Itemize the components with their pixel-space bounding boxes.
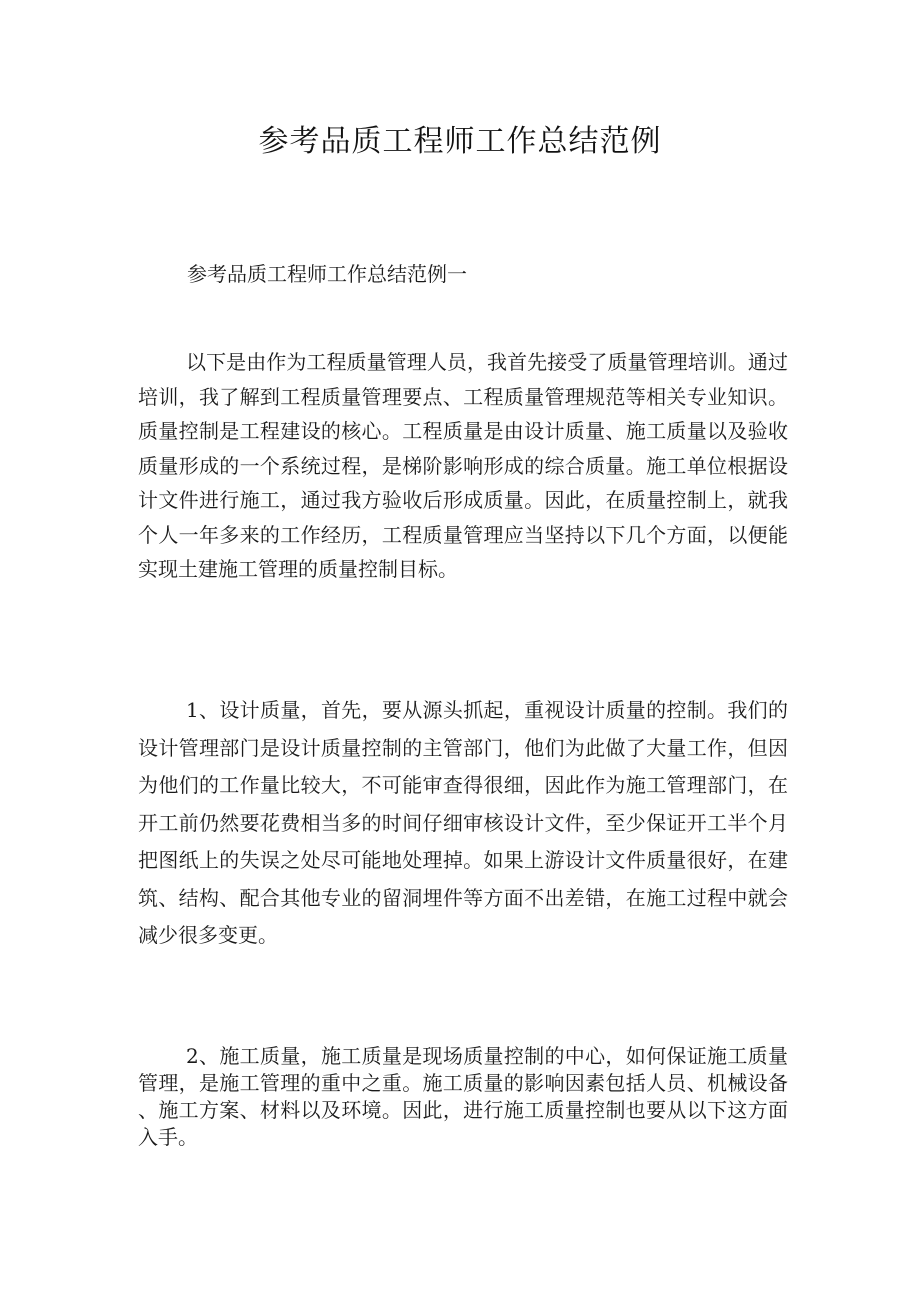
paragraph-design-quality: 1、设计质量，首先，要从源头抓起，重视设计质量的控制。我们的设计管理部门是设计质量控制的主管部门，他们为此做了大量工作，但因为他们的工作量比较大，不可能审查得很细，因此作为施工管理部门，在开工前仍然要花费相当多的时间仔细审核设计文件，至少保证开工半个月把图纸上的失误之处尽可能地处理掉。如果上游设计文件质量很好，在建筑、结构、配合其他专业的留洞埋件等方面不出差错，在施工过程中就会减少很多变更。 xyxy=(138,698,788,947)
document-title: 参考品质工程师工作总结范例 xyxy=(258,124,662,159)
paragraph-construction-quality: 2、施工质量，施工质量是现场质量控制的中心，如何保证施工质量管理，是施工管理的重中之重。施工质量的影响因素包括人员、机械设备、施工方案、材料以及环境。因此，进行施工质量控制也要从以下这方面入手。 xyxy=(138,1044,788,1149)
section-heading: 参考品质工程师工作总结范例一 xyxy=(187,262,467,286)
paragraph-intro: 以下是由作为工程质量管理人员，我首先接受了质量管理培训。通过培训，我了解到工程质量管理要点、工程质量管理规范等相关专业知识。质量控制是工程建设的核心。工程质量是由设计质量、施工质量以及验收质量形成的一个系统过程，是梯阶影响形成的综合质量。施工单位根据设计文件进行施工，通过我方验收后形成质量。因此，在质量控制上，就我个人一年多来的工作经历，工程质量管理应当坚持以下几个方面，以便能实现土建施工管理的质量控制目标。 xyxy=(138,350,788,581)
